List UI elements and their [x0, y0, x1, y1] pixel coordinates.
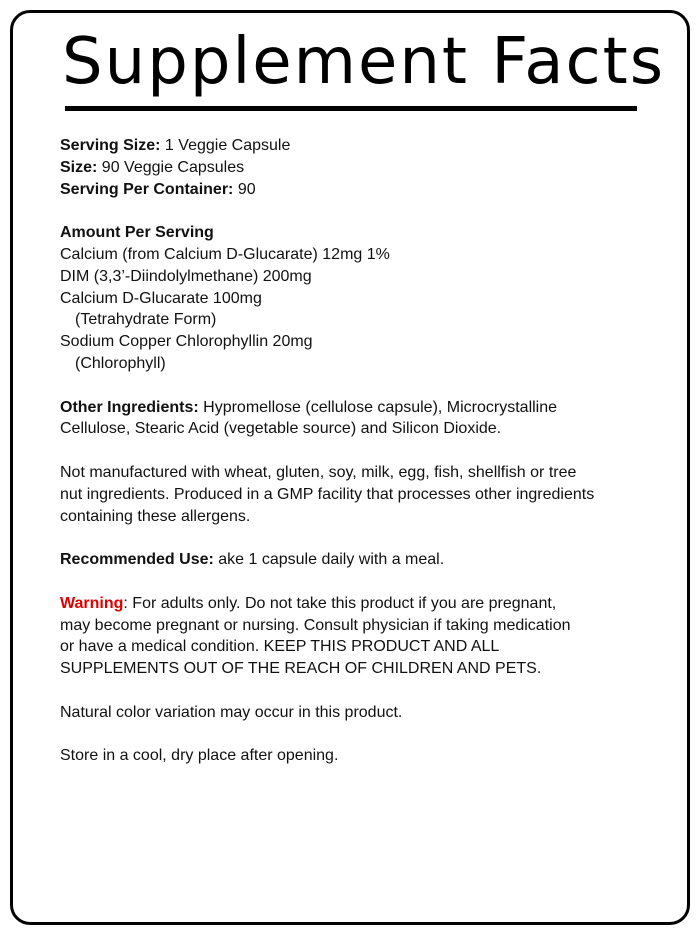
allergen-statement: Not manufactured with wheat, gluten, soy, milk, egg, fish, shellfish or tree — [60, 463, 577, 481]
ingredient-line: DIM (3,3’-Diindolylmethane) 200mg — [60, 267, 312, 285]
ingredient-subline: (Tetrahydrate Form) — [75, 311, 217, 329]
servings-per-container-label: Serving Per Container: — [60, 180, 234, 198]
other-ingredients-text: Hypromellose (cellulose capsule), Microcrystalline — [198, 398, 558, 416]
warning-text-cont: SUPPLEMENTS OUT OF THE REACH OF CHILDREN AND PETS. — [60, 660, 542, 678]
spacer — [60, 527, 675, 549]
ingredient-line: Sodium Copper Chlorophyllin 20mg — [60, 333, 313, 351]
color-variation-note: Natural color variation may occur in this product. — [60, 703, 403, 721]
package-size-value: 90 Veggie Capsules — [97, 158, 245, 176]
warning-text-cont: or have a medical condition. KEEP THIS PRODUCT AND ALL — [60, 638, 500, 656]
facts-content — [60, 135, 675, 767]
serving-size-value: 1 Veggie Capsule — [160, 137, 291, 154]
recommended-use-label: Recommended Use: — [60, 551, 214, 569]
page-title: Supplement Facts — [62, 25, 666, 99]
serving-size-row — [60, 135, 675, 157]
spacer — [60, 571, 675, 593]
other-ingredients-text-cont: Cellulose, Stearic Acid (vegetable source) and Silicon Dioxide. — [60, 420, 502, 438]
allergen-statement: nut ingredients. Produced in a GMP facility that processes other ingredients — [60, 485, 595, 503]
warning-text-cont: may become pregnant or nursing. Consult physician if taking medication — [60, 616, 571, 634]
spacer — [60, 680, 675, 702]
title-divider — [65, 106, 637, 111]
servings-per-container-value: 90 — [233, 180, 256, 198]
amount-heading-text: Amount Per Serving — [60, 224, 214, 242]
other-ingredients-label: Other Ingredients: — [60, 398, 199, 416]
spacer — [60, 375, 675, 397]
warning-text: : For adults only. Do not take this product if you are pregnant, — [123, 594, 557, 612]
package-size-label: Size: — [60, 158, 98, 176]
ingredient-line: Calcium D-Glucarate 100mg — [60, 289, 262, 307]
amount-heading — [60, 222, 675, 244]
spacer — [60, 724, 675, 746]
warning-label: Warning — [60, 594, 124, 612]
serving-size-label: Serving Size: — [60, 137, 161, 154]
allergen-statement: containing these allergens. — [60, 507, 251, 525]
warning-row — [60, 593, 675, 615]
package-size-row — [60, 157, 675, 179]
servings-per-container-row — [60, 179, 675, 201]
spacer — [60, 200, 675, 222]
spacer — [60, 440, 675, 462]
recommended-use-row — [60, 549, 675, 571]
other-ingredients-row — [60, 397, 675, 419]
ingredient-line: Calcium (from Calcium D-Glucarate) 12mg 1% — [60, 245, 390, 263]
storage-note: Store in a cool, dry place after opening. — [60, 747, 339, 765]
ingredient-subline: (Chlorophyll) — [75, 354, 166, 372]
recommended-use-text: ake 1 capsule daily with a meal. — [213, 551, 445, 569]
